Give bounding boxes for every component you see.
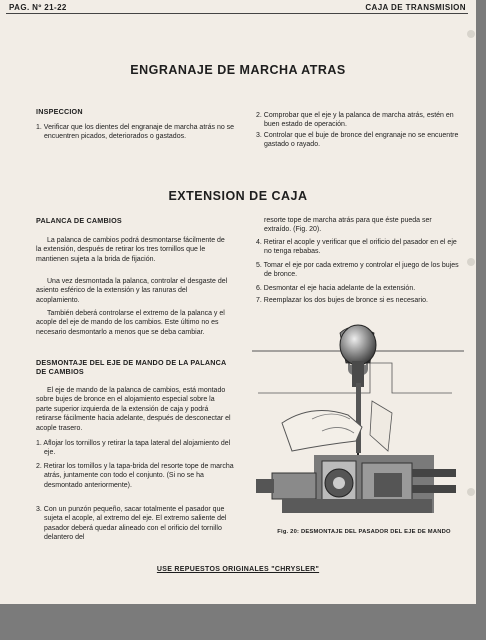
figure-20-illustration [252,323,464,523]
inspection-item-2: 2. Comprobar que el eje y la palanca de marcha atrás, estén en buen estado de operación. [256,112,454,129]
lever-paragraph-1: La palanca de cambios podrá desmontarse fácilmente de la extensión, después de retirar los tres tornillos que le mantienen sujeta a la brida de fijación. [36,237,225,263]
section2-title: EXTENSION DE CAJA [168,189,308,203]
page-footer: USE REPUESTOS ORIGINALES "CHRYSLER" [156,566,320,573]
lever-paragraph-2: Una vez desmontada la palanca, controlar el desgaste del asiento esférico de la extensión y las ranuras del acoplamiento. [36,278,228,304]
removal-step-7: 7. Reemplazar los dos bujes de bronce si es necesario. [256,297,428,304]
gear-lever-heading: PALANCA DE CAMBIOS [36,216,122,225]
header-rule [6,13,468,14]
removal-step-1: 1. Aflojar los tornillos y retirar la tapa lateral del alojamiento del eje. [36,440,231,457]
removal-step-6: 6. Desmontar el eje hacia adelante de la extensión. [256,285,416,292]
section1-title: ENGRANAJE DE MARCHA ATRAS [130,63,346,77]
step-3-continuation: resorte tope de marcha atrás para que éste pueda ser extraído. (Fig. 20). [264,217,432,234]
inspection-item-3: 3. Controlar que el buje de bronce del engranaje no se encuentre gastado o rayado. [256,132,459,149]
removal-step-3: 3. Con un punzón pequeño, sacar totalmente el pasador que sujeta el acople, al extremo del eje. El extremo saliente del pasador deberá quedar alineado con el orificio del tornillo delantero del [36,506,227,542]
removal-step-4: 4. Retirar el acople y verificar que el orificio del pasador en el eje no tenga rebabas. [256,239,457,256]
removal-step-2: 2. Retirar los tornillos y la tapa-brida del resorte tope de marcha atrás, juntamente con todo el conjunto. (Si no se ha desmontado anteriormente). [36,463,234,489]
shaft-removal-heading: DESMONTAJE DEL EJE DE MANDO DE LA PALANCA DE CAMBIOS [36,358,227,376]
inspection-heading: INSPECCION [36,107,83,116]
figure-caption: Fig. 20: DESMONTAJE DEL PASADOR DEL EJE DE MANDO [277,529,451,535]
page-number: PAG. Nº 21-22 [9,3,67,12]
removal-step-5: 5. Tomar el eje por cada extremo y controlar el juego de los bujes de bronce. [256,262,459,279]
lever-paragraph-3: También deberá controlarse el extremo de la palanca y el acople del eje de mando de los cambios. Este último no es necesario desmontarlo a menos que se deba cambiar. [36,310,225,336]
section-header: CAJA DE TRANSMISION [365,3,466,12]
inspection-item-1: 1. Verificar que los dientes del engranaje de marcha atrás no se encuentren picados, deteriorados o gastados. [36,124,235,141]
shaft-paragraph: El eje de mando de la palanca de cambios, está montado sobre bujes de bronce en el alojamiento especial sobre la parte superior izquierda de la extensión de caja y podrá retirarse fácilmente hacia adelante, después de desconectar el acople trasero. [36,387,231,432]
